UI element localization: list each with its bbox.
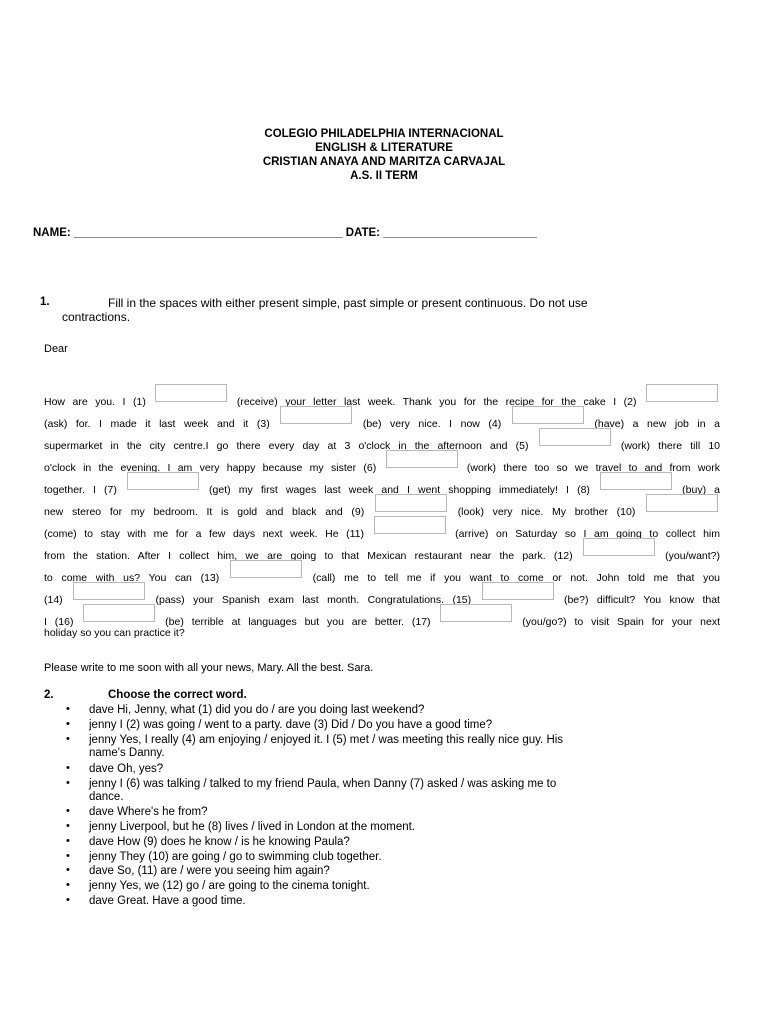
name-label: NAME: <box>33 227 71 239</box>
answer-box-12[interactable] <box>583 538 655 556</box>
date-label: DATE: <box>345 227 381 239</box>
letter-text: holiday so you can practice it? <box>44 627 185 639</box>
letter-text: together. I (7) <box>44 484 117 496</box>
letter-text: (buy) a <box>682 484 721 496</box>
letter-text: (pass) your Spanish exam last month. Congratulations. (15) <box>155 594 472 606</box>
dialogue-line: jenny They (10) are going / go to swimming club together. <box>89 851 382 863</box>
bullet-point: • <box>66 820 70 832</box>
dialogue-line-cont: dance. <box>89 791 124 803</box>
dialogue-line: dave How (9) does he know / is he knowing Paula? <box>89 836 350 848</box>
letter-text: (have) a new job in a <box>594 418 720 430</box>
letter-text: (you/want?) <box>665 550 720 562</box>
answer-box-9[interactable] <box>375 494 447 512</box>
dialogue-line: jenny Yes, I really (4) am enjoying / enjoyed it. I (5) met / was meeting this really nice guy. His <box>89 734 564 746</box>
answer-box-5[interactable] <box>539 428 611 446</box>
teachers-line: CRISTIAN ANAYA AND MARITZA CARVAJAL <box>262 156 506 168</box>
answer-box-7[interactable] <box>127 472 199 490</box>
answer-box-3[interactable] <box>280 406 352 424</box>
letter-greeting: Dear <box>44 343 68 355</box>
exercise-1-instruction: Fill in the spaces with either present simple, past simple or present continuous. Do not use <box>108 296 588 310</box>
term-line: A.S. II TERM <box>350 170 418 182</box>
letter-text: (be?) difficult? You know that <box>563 594 720 606</box>
dialogue-line: jenny Liverpool, but he (8) lives / lived in London at the moment. <box>89 821 416 833</box>
bullet-point: • <box>66 718 70 730</box>
letter-text: How are you. I (1) <box>44 396 146 408</box>
answer-box-2[interactable] <box>646 384 718 402</box>
answer-box-14[interactable] <box>73 582 145 600</box>
bullet-point: • <box>66 703 70 715</box>
answer-box-8[interactable] <box>600 472 672 490</box>
exercise-1-number: 1. <box>40 296 50 308</box>
answer-box-15[interactable] <box>482 582 554 600</box>
letter-text: (be) terrible at languages but you are better. (17) <box>165 616 431 628</box>
answer-box-17[interactable] <box>440 604 512 622</box>
letter-text: new stereo for my bedroom. It is gold and black and (9) <box>44 506 365 518</box>
answer-box-6[interactable] <box>386 450 458 468</box>
letter-text: (ask) for. I made it last week and it (3) <box>44 418 270 430</box>
bullet-point: • <box>66 894 70 906</box>
letter-text: (come) to stay with me for a few days next week. He (11) <box>44 528 365 540</box>
dialogue-line-cont: name's Danny. <box>89 747 165 759</box>
letter-text: (14) <box>44 594 63 606</box>
answer-box-13[interactable] <box>230 560 302 578</box>
answer-box-11[interactable] <box>374 516 446 534</box>
bullet-point: • <box>66 805 70 817</box>
dialogue-line: jenny I (2) was going / went to a party. dave (3) Did / Do you have a good time? <box>89 719 493 731</box>
letter-text: (work) there too so we travel to and from work <box>466 462 720 474</box>
answer-box-1[interactable] <box>155 384 227 402</box>
name-date-row <box>33 227 537 239</box>
date-field-line[interactable]: ________________________ <box>383 227 537 239</box>
letter-text: (receive) your letter last week. Thank you for the recipe for the cake I (2) <box>236 396 637 408</box>
bullet-point: • <box>66 835 70 847</box>
school-name: COLEGIO PHILADELPHIA INTERNACIONAL <box>264 128 504 140</box>
letter-text: (look) very nice. My brother (10) <box>457 506 636 518</box>
dialogue-line: jenny Yes, we (12) go / are going to the cinema tonight. <box>89 880 370 892</box>
letter-text: (get) my first wages last week and I went shopping immediately! I (8) <box>209 484 590 496</box>
bullet-point: • <box>66 850 70 862</box>
letter-text: (be) very nice. I now (4) <box>362 418 502 430</box>
dialogue-line: jenny I (6) was talking / talked to my friend Paula, when Danny (7) asked / was asking me to <box>89 778 557 790</box>
dialogue-line: dave Oh, yes? <box>89 763 164 775</box>
exercise-1-instruction-cont: contractions. <box>62 310 131 324</box>
bullet-point: • <box>66 879 70 891</box>
bullet-point: • <box>66 762 70 774</box>
letter-text: (you/go?) to visit Spain for your next <box>522 616 720 628</box>
exercise-2-title: Choose the correct word. <box>108 689 247 701</box>
bullet-point: • <box>66 864 70 876</box>
dialogue-line: dave Where's he from? <box>89 806 208 818</box>
answer-box-10[interactable] <box>646 494 718 512</box>
subject-title: ENGLISH & LITERATURE <box>315 142 453 154</box>
dialogue-line: dave So, (11) are / were you seeing him again? <box>89 865 330 877</box>
letter-line <box>44 626 720 640</box>
dialogue-line: dave Great. Have a good time. <box>89 895 246 907</box>
answer-box-4[interactable] <box>512 406 584 424</box>
letter-text: from the station. After I collect him, we are going to that Mexican restaurant near the park. (12) <box>44 550 573 562</box>
exercise-2-number: 2. <box>44 689 54 701</box>
letter-text: supermarket in the city centre.I go there every day at 3 o'clock in the afternoon and (5) <box>44 440 529 452</box>
letter-text: o'clock in the evening. I am very happy because my sister (6) <box>44 462 377 474</box>
letter-text: I (16) <box>44 616 74 628</box>
bullet-point: • <box>66 777 70 789</box>
dialogue-line: dave Hi, Jenny, what (1) did you do / are you doing last weekend? <box>89 704 425 716</box>
letter-closing: Please write to me soon with all your news, Mary. All the best. Sara. <box>44 662 374 674</box>
name-field-line[interactable]: __________________________________________ <box>73 227 343 239</box>
letter-text: (call) me to tell me if you want to come or not. John told me that you <box>312 572 721 584</box>
letter-text: (arrive) on Saturday so I am going to collect him <box>455 528 720 540</box>
letter-text: (work) there till 10 <box>620 440 721 452</box>
bullet-point: • <box>66 733 70 745</box>
letter-text: to come with us? You can (13) <box>44 572 220 584</box>
answer-box-16[interactable] <box>83 604 155 622</box>
